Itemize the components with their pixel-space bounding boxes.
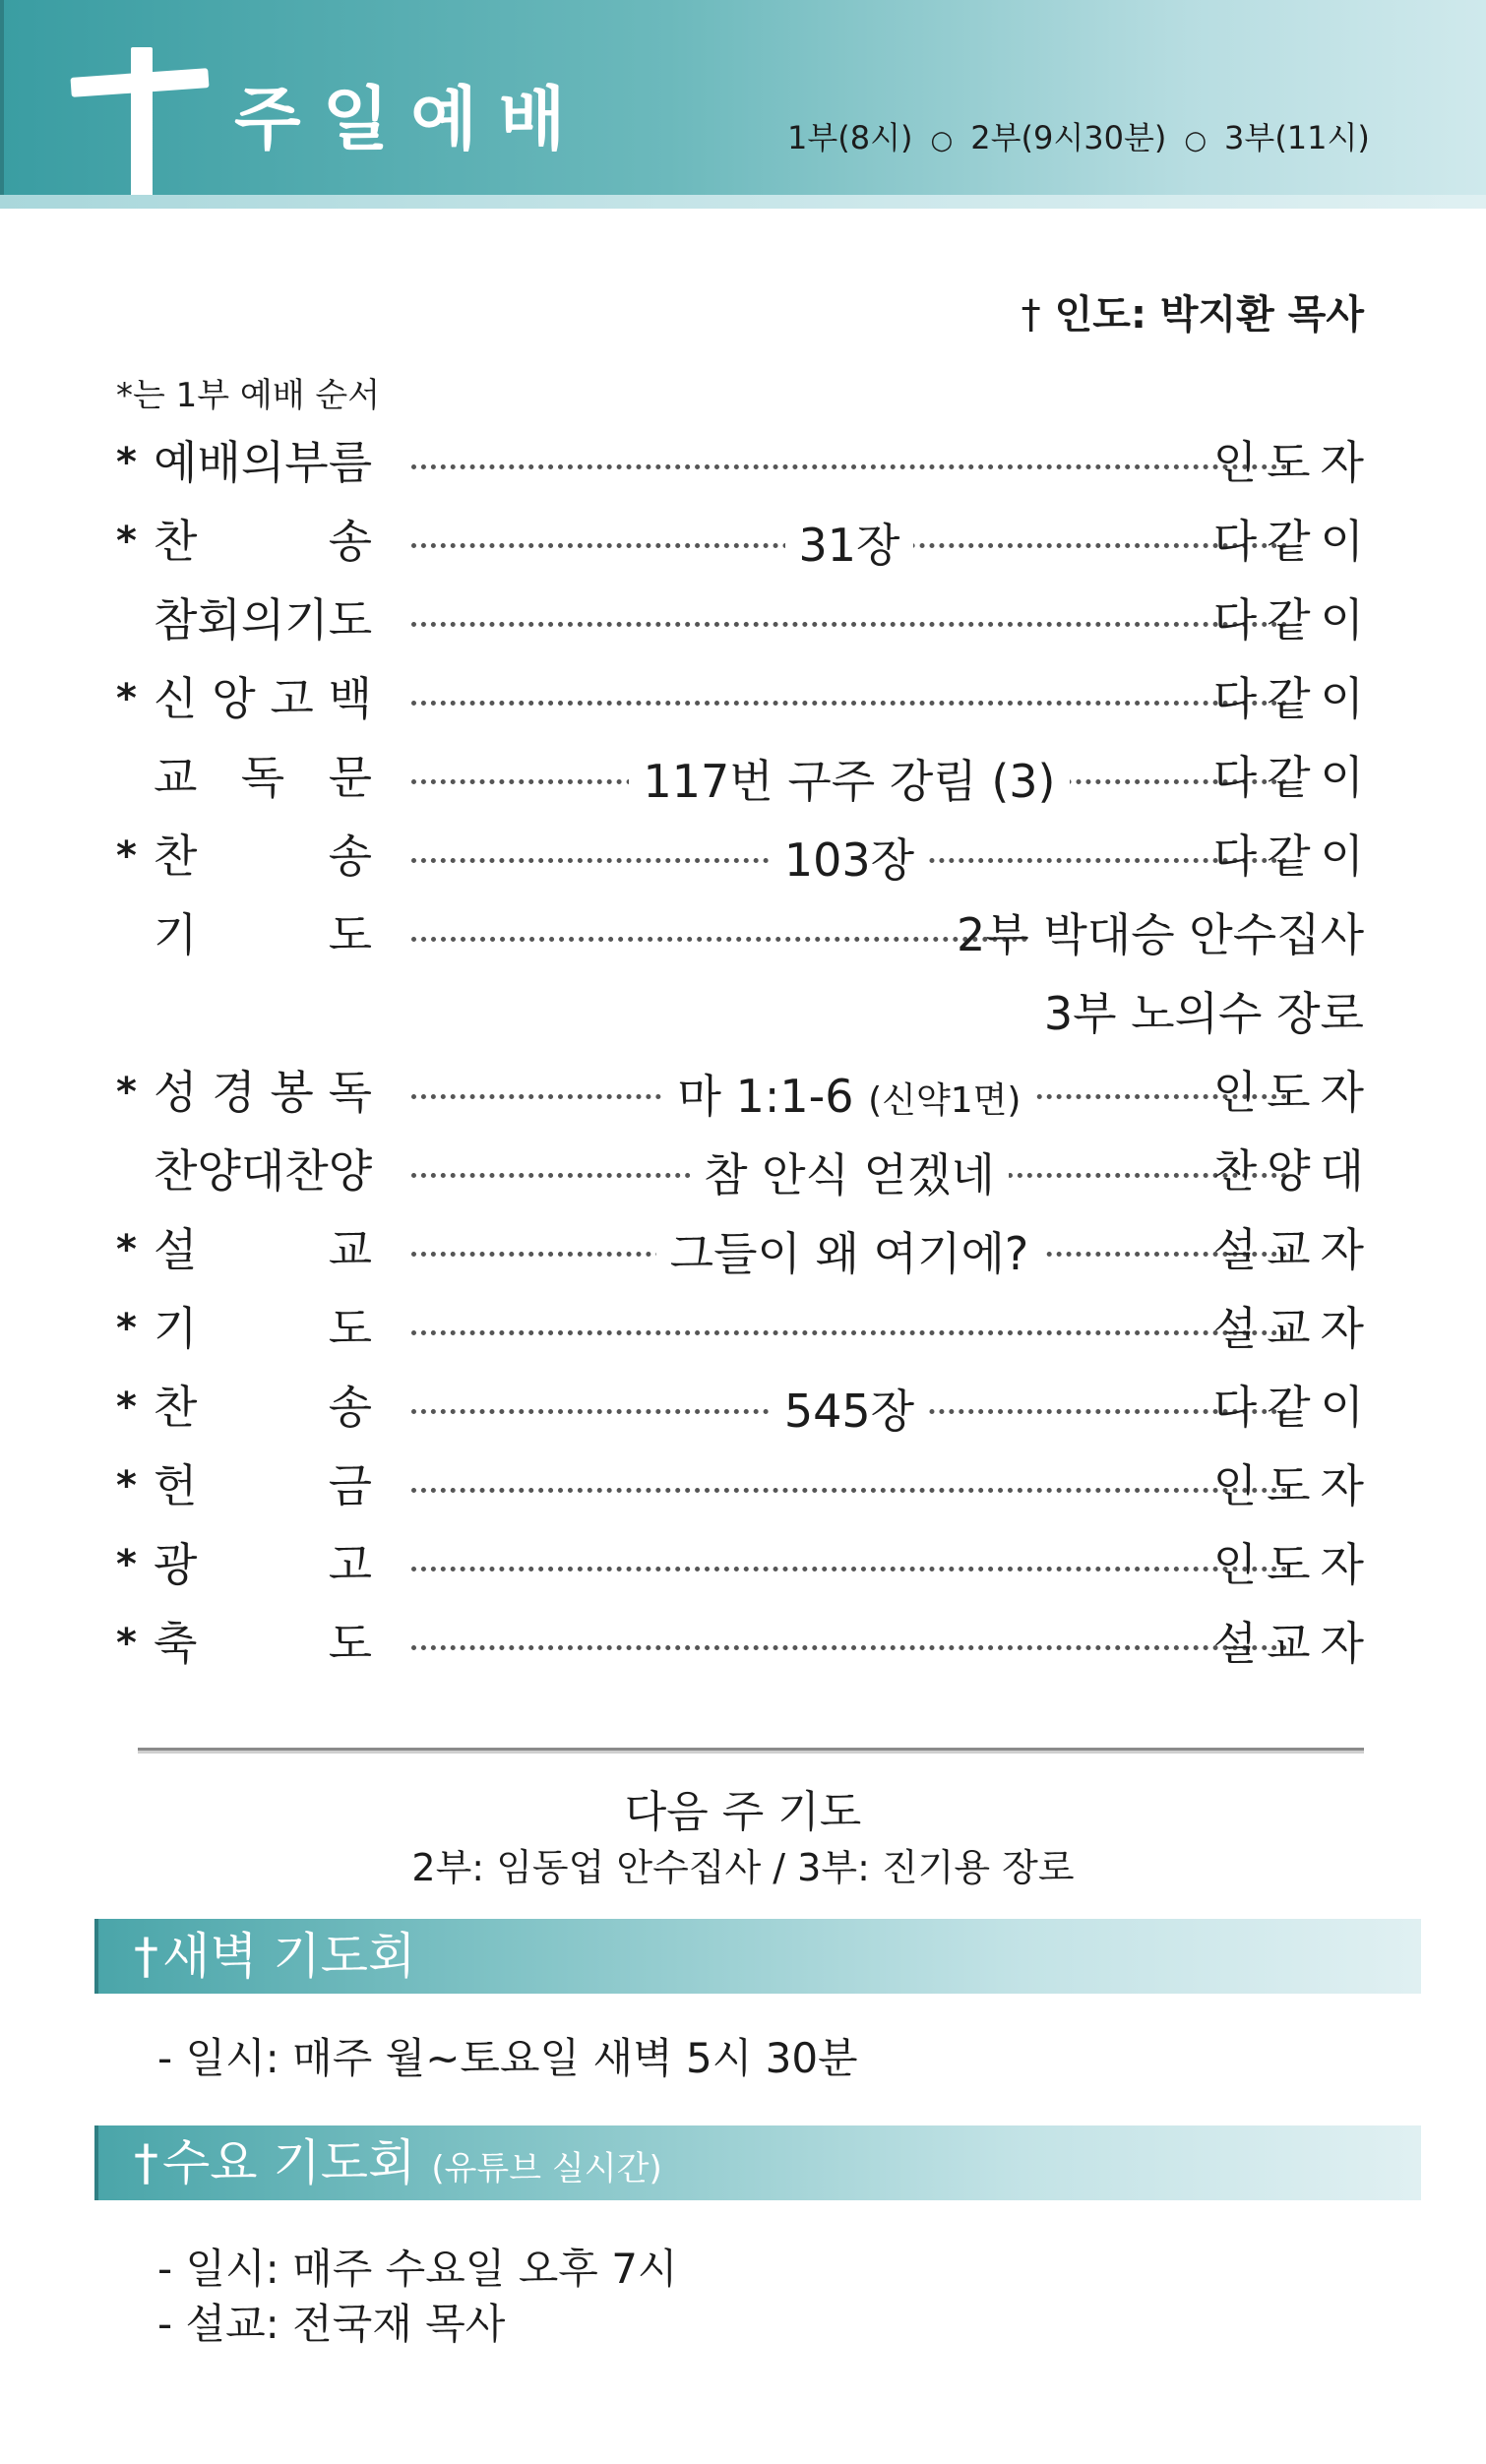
order-item-label-char: 독 bbox=[240, 751, 285, 804]
order-item-label bbox=[154, 433, 372, 492]
leader-text: 인도: 박지환 목사 bbox=[1054, 292, 1364, 338]
order-item-label-char: 기 bbox=[154, 1302, 198, 1355]
leader-line bbox=[1022, 285, 1364, 344]
asterisk-marker: * bbox=[116, 1306, 137, 1351]
dagger-icon: † bbox=[134, 2134, 158, 2191]
asterisk-marker: * bbox=[116, 676, 137, 721]
wednesday-prayer-bar bbox=[94, 2125, 1421, 2200]
order-row bbox=[116, 1604, 1374, 1683]
dotted-leader bbox=[411, 464, 1287, 469]
order-item-person: 인도자 bbox=[1212, 1538, 1374, 1591]
dotted-leader bbox=[411, 1645, 1287, 1650]
order-item-person: 다같이 bbox=[1212, 830, 1374, 883]
dagger-icon: † bbox=[134, 1928, 158, 1985]
dotted-leader bbox=[411, 1488, 1287, 1493]
order-item-label bbox=[154, 1063, 372, 1122]
dawn-prayer-item: - 일시: 매주 월~토요일 새벽 5시 30분 bbox=[157, 2034, 858, 2082]
order-item-label-char: 예배의부름 bbox=[154, 436, 373, 489]
asterisk-marker: * bbox=[116, 833, 137, 879]
order-item-label-char: 찬양대찬양 bbox=[154, 1144, 373, 1198]
order-item-detail bbox=[411, 1382, 1287, 1441]
order-item-label bbox=[154, 1299, 372, 1358]
order-item-label-char: 송 bbox=[328, 830, 372, 883]
dotted-leader bbox=[411, 701, 1287, 706]
order-item-label bbox=[154, 512, 372, 571]
order-item-label-char: 송 bbox=[328, 1381, 372, 1434]
order-item-label-char: 신 bbox=[154, 672, 198, 725]
order-item-detail bbox=[411, 752, 1287, 811]
order-item-detail bbox=[411, 1067, 1287, 1131]
order-item-label-char: 광 bbox=[154, 1538, 198, 1591]
order-item-person: 설교자 bbox=[1212, 1223, 1374, 1276]
service-times bbox=[787, 116, 1378, 162]
order-row bbox=[116, 1053, 1374, 1132]
order-row bbox=[116, 423, 1374, 502]
order-item-detail bbox=[411, 1145, 1287, 1204]
order-item-detail bbox=[411, 831, 1287, 890]
order-item-label bbox=[154, 1378, 372, 1437]
header-edge bbox=[0, 0, 4, 195]
order-item-label bbox=[154, 1614, 372, 1673]
next-week-detail: 2부: 임동업 안수집사 / 3부: 진기용 장로 bbox=[411, 1846, 1075, 1889]
order-item-label bbox=[154, 669, 372, 728]
wednesday-prayer-label: 수요 기도회 bbox=[162, 2134, 416, 2191]
order-row bbox=[116, 502, 1374, 581]
bar-edge bbox=[94, 2125, 98, 2200]
order-item-detail-text: 마 1:1-6 bbox=[677, 1070, 854, 1123]
order-item-person: 인도자 bbox=[1212, 1459, 1374, 1512]
dawn-prayer-label: 새벽 기도회 bbox=[162, 1928, 416, 1985]
order-item-person: 인도자 bbox=[1212, 436, 1374, 489]
asterisk-marker: * bbox=[116, 1542, 137, 1587]
order-item-label-char: 교 bbox=[154, 751, 198, 804]
order-item-person-secondary: 3부 노의수 장로 bbox=[1043, 987, 1364, 1040]
wednesday-prayer-title bbox=[134, 2131, 662, 2200]
order-item-label-char: 기 bbox=[154, 908, 198, 961]
order-item-label bbox=[154, 905, 372, 964]
order-item-label-char: 금 bbox=[328, 1459, 372, 1512]
order-row bbox=[116, 659, 1374, 738]
order-item-person: 다같이 bbox=[1212, 1381, 1374, 1434]
order-item-label-char: 경 bbox=[212, 1066, 256, 1119]
order-item-person: 다같이 bbox=[1212, 672, 1374, 725]
dawn-prayer-bar bbox=[94, 1919, 1421, 1994]
order-item-person: 다같이 bbox=[1212, 751, 1374, 804]
next-week-title: 다음 주 기도 bbox=[624, 1787, 862, 1837]
order-row bbox=[116, 1210, 1374, 1289]
order-item-label-char: 문 bbox=[328, 751, 372, 804]
divider bbox=[138, 1748, 1364, 1754]
asterisk-marker: * bbox=[116, 1621, 137, 1666]
order-row bbox=[116, 1447, 1374, 1525]
order-item-label-char: 찬 bbox=[154, 1381, 198, 1434]
separator-icon: ○ bbox=[930, 126, 954, 155]
order-item-label-char: 고 bbox=[270, 672, 314, 725]
order-item-person: 설교자 bbox=[1212, 1302, 1374, 1355]
order-item-person: 다같이 bbox=[1212, 593, 1374, 647]
asterisk-marker: * bbox=[116, 519, 137, 564]
order-item-label-char: 백 bbox=[328, 672, 372, 725]
order-item-person: 2부 박대승 안수집사 bbox=[957, 908, 1364, 961]
order-item-detail-text: 117번 구주 강림 (3) bbox=[643, 755, 1056, 808]
dotted-leader bbox=[411, 937, 1027, 942]
order-item-label bbox=[154, 590, 372, 649]
order-item-label-char: 독 bbox=[328, 1066, 372, 1119]
dotted-leader bbox=[411, 622, 1287, 627]
wednesday-prayer-item: - 설교: 전국재 목사 bbox=[157, 2300, 506, 2348]
asterisk-marker: * bbox=[116, 1385, 137, 1430]
dotted-leader bbox=[411, 1330, 1287, 1335]
order-item-detail-text: 545장 bbox=[783, 1385, 915, 1438]
order-item-label-char: 교 bbox=[328, 1223, 372, 1276]
order-item-label-char: 설 bbox=[154, 1223, 198, 1276]
order-note: *는 1부 예배 순서 bbox=[116, 376, 381, 415]
asterisk-marker: * bbox=[116, 1227, 137, 1272]
asterisk-marker: * bbox=[116, 1070, 137, 1115]
wednesday-prayer-item: - 일시: 매주 수요일 오후 7시 bbox=[157, 2245, 678, 2293]
asterisk-marker: * bbox=[116, 440, 137, 485]
order-row bbox=[116, 895, 1364, 1040]
header-banner bbox=[0, 0, 1486, 195]
order-item-label-char: 도 bbox=[328, 908, 372, 961]
order-item-label-char: 찬 bbox=[154, 830, 198, 883]
order-item-person: 설교자 bbox=[1212, 1617, 1374, 1670]
order-item-label-char: 축 bbox=[154, 1617, 198, 1670]
asterisk-marker: * bbox=[116, 1463, 137, 1509]
order-item-label-char: 도 bbox=[328, 1617, 372, 1670]
order-row bbox=[116, 817, 1374, 895]
order-item-person: 인도자 bbox=[1212, 1066, 1374, 1119]
wednesday-prayer-subtitle: (유튜브 실시간) bbox=[431, 2149, 662, 2188]
order-row bbox=[116, 738, 1374, 817]
order-item-detail-text: 참 안식 얻겠네 bbox=[704, 1148, 995, 1201]
dagger-icon: † bbox=[1021, 292, 1041, 338]
order-item-label bbox=[154, 1456, 372, 1515]
service-time-1: 1부(8시) bbox=[787, 119, 913, 156]
order-item-label-char: 참회의기도 bbox=[154, 593, 373, 647]
order-item-person: 다같이 bbox=[1212, 515, 1374, 568]
order-item-label bbox=[154, 1220, 372, 1279]
order-item-label bbox=[154, 748, 372, 807]
order-item-label bbox=[154, 1535, 372, 1594]
order-item-label-char: 헌 bbox=[154, 1459, 198, 1512]
bar-edge bbox=[94, 1919, 98, 1994]
order-item-label bbox=[154, 1141, 372, 1201]
service-time-3: 3부(11시) bbox=[1224, 119, 1370, 156]
order-item-label bbox=[154, 827, 372, 886]
page-title: 주일예배 bbox=[234, 79, 588, 159]
service-time-2: 2부(9시30분) bbox=[970, 119, 1167, 156]
order-row bbox=[116, 1525, 1374, 1604]
order-item-detail bbox=[411, 1224, 1287, 1283]
dotted-leader bbox=[411, 1567, 1287, 1571]
order-item-label-char: 성 bbox=[154, 1066, 198, 1119]
order-item-detail-text: 그들이 왜 여기에? bbox=[669, 1227, 1029, 1280]
order-item-detail-note: (신약1면) bbox=[868, 1080, 1022, 1121]
order-row bbox=[116, 1368, 1374, 1447]
order-item-label-char: 앙 bbox=[212, 672, 256, 725]
order-item-label-char: 찬 bbox=[154, 515, 198, 568]
separator-icon: ○ bbox=[1184, 126, 1207, 155]
order-item-detail-text: 103장 bbox=[783, 833, 915, 887]
header-strip bbox=[0, 195, 1486, 209]
order-item-label-char: 도 bbox=[328, 1302, 372, 1355]
order-item-label-char: 송 bbox=[328, 515, 372, 568]
order-item-person: 찬양대 bbox=[1212, 1144, 1374, 1198]
order-row bbox=[116, 581, 1374, 659]
dawn-prayer-title bbox=[134, 1925, 415, 1988]
order-item-detail bbox=[411, 516, 1287, 575]
order-item-label-char: 고 bbox=[328, 1538, 372, 1591]
order-item-detail-text: 31장 bbox=[798, 519, 900, 572]
order-row bbox=[116, 1132, 1374, 1210]
order-row bbox=[116, 1289, 1374, 1368]
order-item-label-char: 봉 bbox=[270, 1066, 314, 1119]
